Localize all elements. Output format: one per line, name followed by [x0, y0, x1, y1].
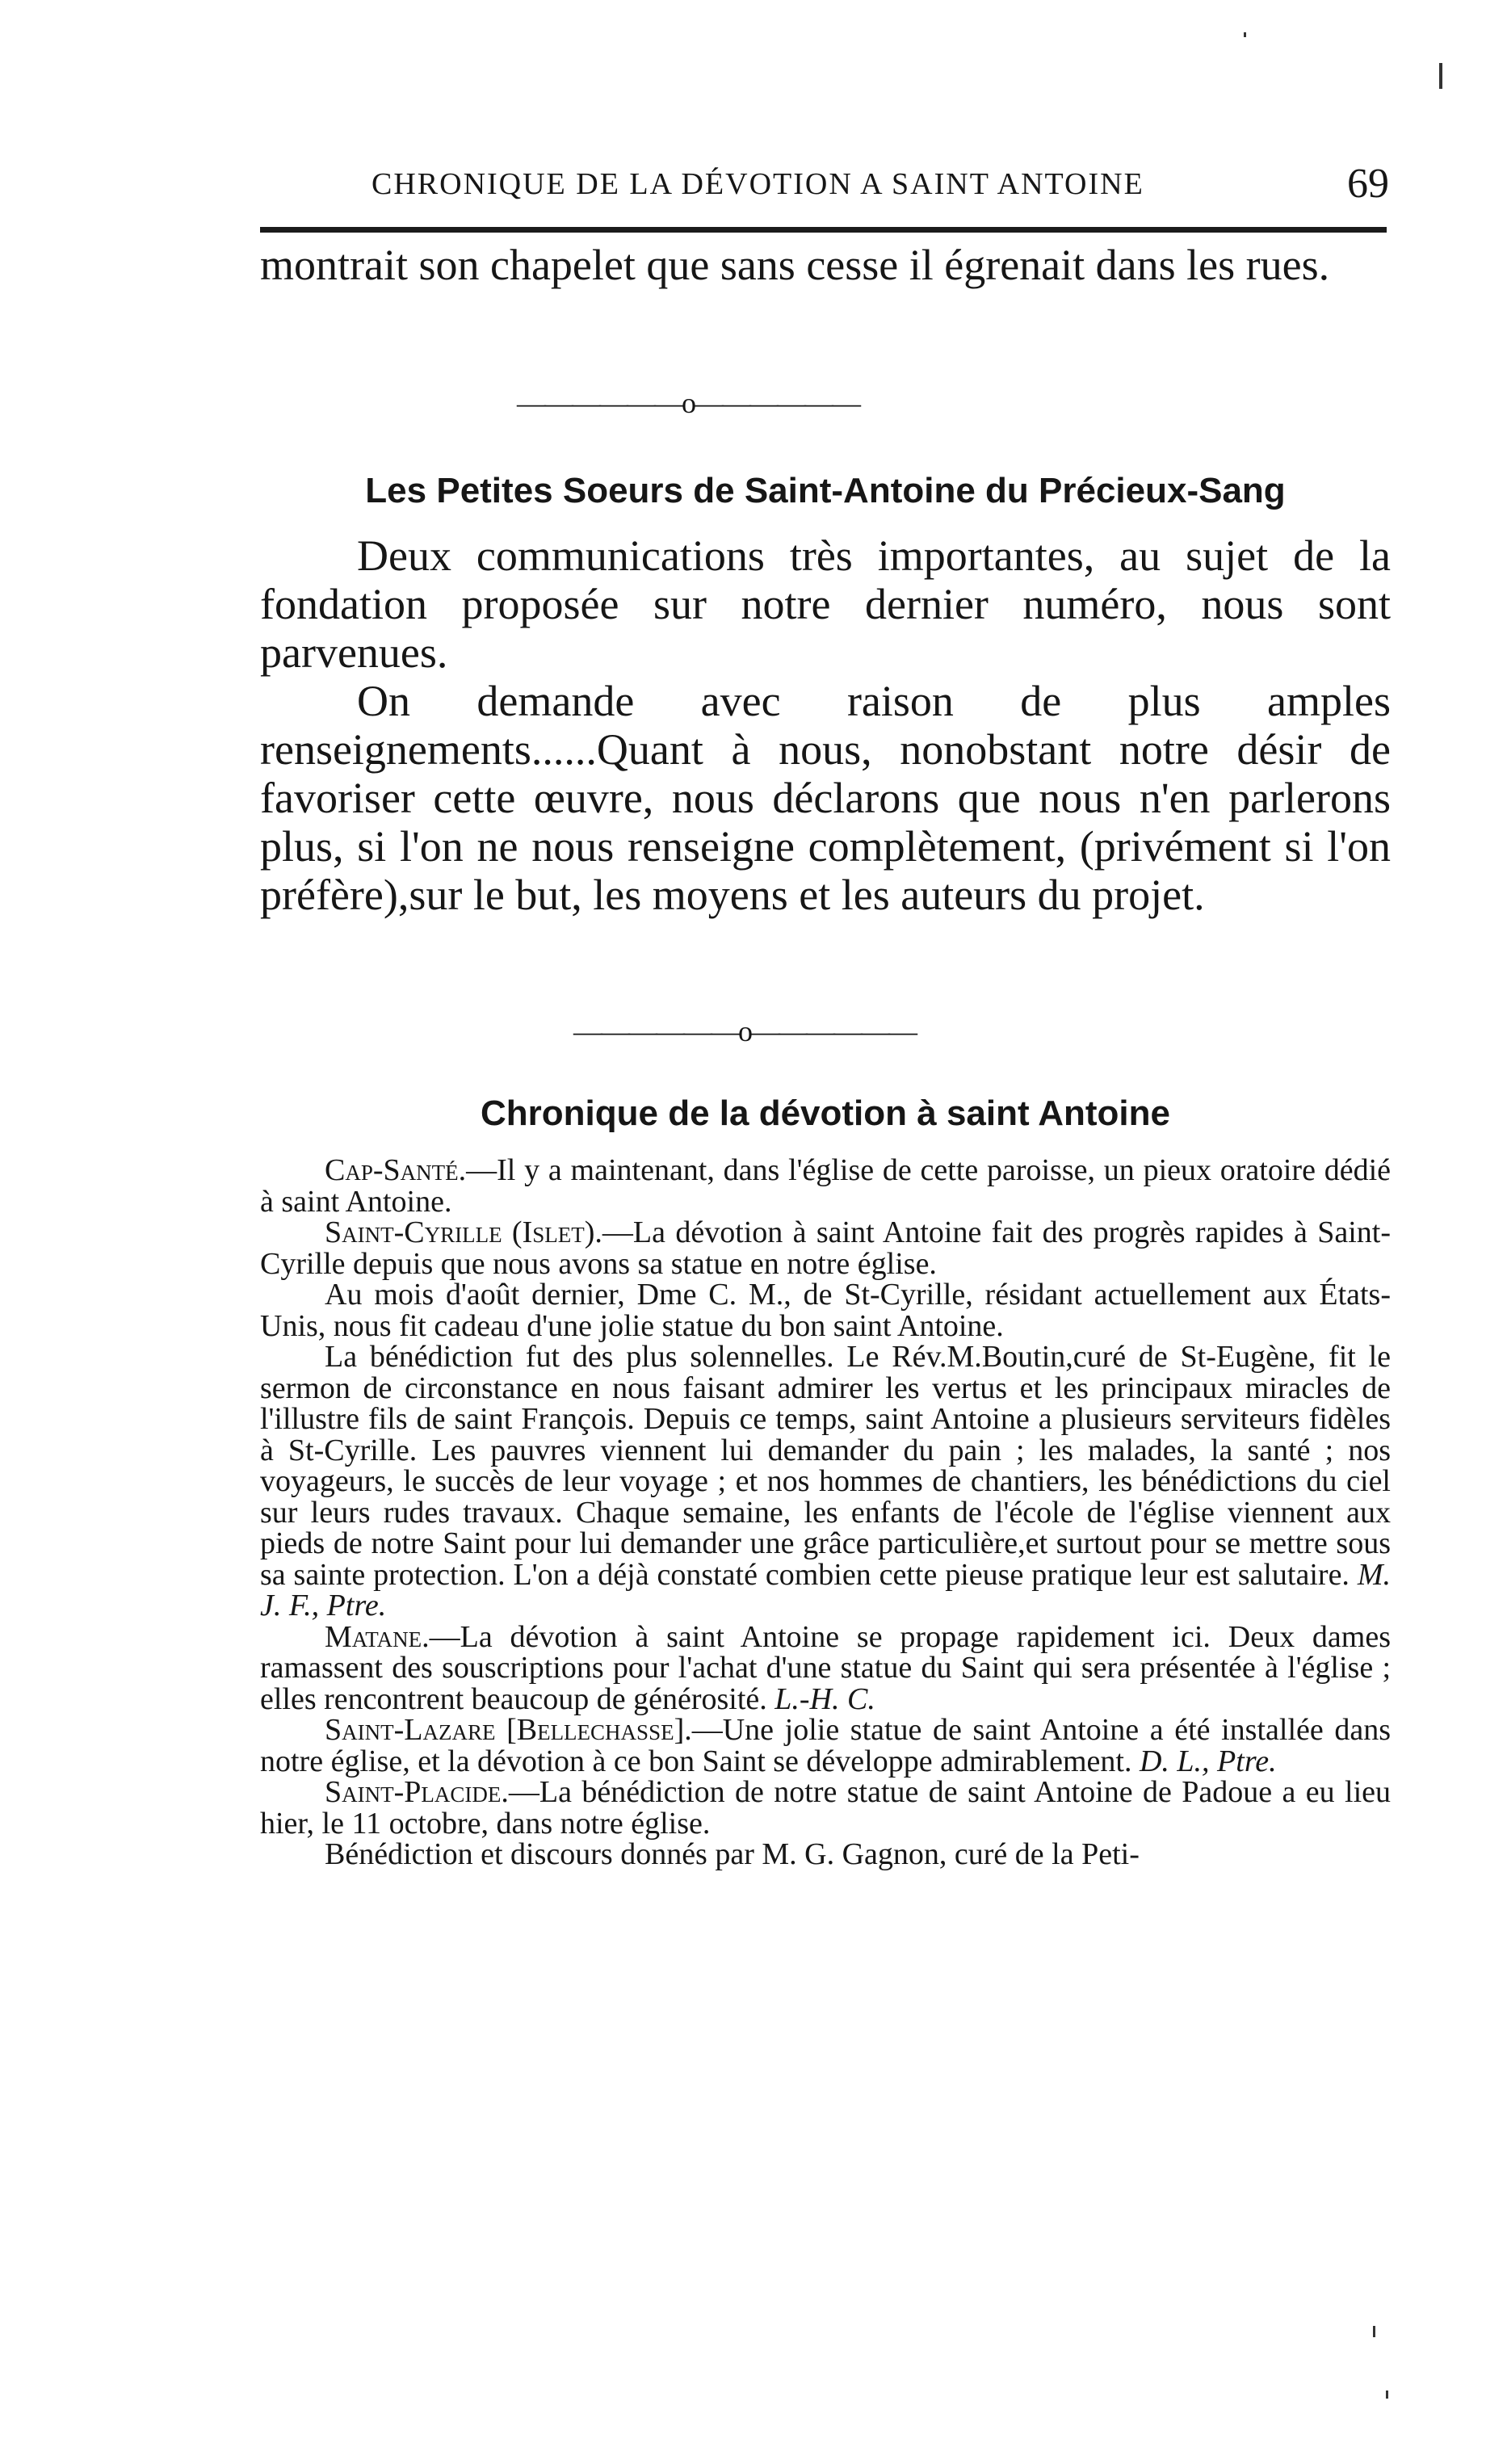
entry-saint-cyrille: Saint-Cyrille (Islet).—La dévotion à saint Antoine fait des progrès rapides à Saint-Cyrille depuis que nous avons sa statue en notre église.	[260, 1215, 1391, 1281]
scan-speck	[1439, 63, 1442, 89]
paragraph: On demande avec raison de plus amples renseignements......Quant à nous, nonobstant notre désir de favoriser cette œuvre, nous déclarons que nous n'en parlerons plus, si l'on ne nous renseigne complètement, (privément si l'on préfère),sur le but, les moyens et les auteurs du projet.	[260, 677, 1391, 919]
continuation-text: montrait son chapelet que sans cesse il égrenait dans les rues.	[260, 241, 1330, 289]
signature: M. J. F., Ptre.	[260, 1557, 1391, 1622]
continuation-paragraph	[260, 241, 1391, 289]
signature: L.-H. C.	[774, 1681, 875, 1716]
section-petites-soeurs-body	[260, 531, 1391, 919]
page-number: 69	[1347, 161, 1389, 207]
entry-saint-lazare: Saint-Lazare [Bellechasse].—Une jolie statue de saint Antoine a été installée dans notre église, et la dévotion à ce bon Saint se développe admirablement. D. L., Ptre.	[260, 1713, 1391, 1778]
signature: D. L., Ptre.	[1139, 1744, 1277, 1778]
entry-benediction: Bénédiction et discours donnés par M. G. Gagnon, curé de la Peti-	[325, 1837, 1140, 1871]
section-heading-chronique: Chronique de la dévotion à saint Antoine	[481, 1093, 1170, 1133]
scan-speck	[1373, 2326, 1375, 2337]
header-rule	[260, 227, 1387, 233]
entry-matane: Matane.—La dévotion à saint Antoine se propage rapidement ici. Deux dames ramassent des souscriptions pour l'achat d'une statue du Saint qui sera présentée à l'église ; elles rencontrent beaucoup de générosité. L.-H. C.	[260, 1619, 1391, 1716]
scan-speck	[1244, 32, 1246, 37]
chronique-entries	[260, 1155, 1391, 1870]
entry-saint-placide: Saint-Placide.—La bénédiction de notre statue de saint Antoine de Padoue a eu lieu hier, le 11 octobre, dans notre église.	[260, 1775, 1391, 1841]
entry-saint-cyrille-gift: Au mois d'août dernier, Dme C. M., de St-Cyrille, résidant actuellement aux États-Unis, nous fit cadeau d'une jolie statue du bon saint Antoine.	[260, 1278, 1391, 1343]
entry-saint-cyrille-blessing: La bénédiction fut des plus solennelles. Le Rév.M.Boutin,curé de St-Eugène, fit le sermon de circonstance en nous faisant admirer les vertus et les principaux miracles de l'illustre fils de saint François. Depuis ce temps, saint Antoine a plusieurs serviteurs fidèles à St-Cyrille. Les pauvres viennent lui demander du pain ; les malades, la santé ; nos voyageurs, le succès de leur voyage ; et nos hommes de chantiers, les bénédictions du ciel sur leurs rudes travaux. Chaque semaine, les enfants de l'école de l'église viennent aux pieds de notre Saint pour lui demander une grâce particulière,et surtout pour se mettre sous sa sainte protection. L'on a déjà constaté combien cette pieuse pratique leur est salutaire. M. J. F., Ptre.	[260, 1340, 1391, 1622]
separator-2: ——————o——————	[573, 1015, 916, 1047]
paragraph: Deux communications très importantes, au sujet de la fondation proposée sur notre dernier numéro, nous sont parvenues.	[260, 531, 1391, 677]
entry-cap-sante: Cap-Santé.—Il y a maintenant, dans l'église de cette paroisse, un pieux oratoire dédié à saint Antoine.	[260, 1153, 1391, 1219]
section-heading-petites-soeurs: Les Petites Soeurs de Saint-Antoine du Précieux-Sang	[365, 471, 1286, 510]
running-title: CHRONIQUE DE LA DÉVOTION A SAINT ANTOINE	[372, 167, 1144, 201]
separator-1: ——————o——————	[517, 387, 859, 419]
running-header	[372, 160, 1389, 212]
scan-speck	[1386, 2391, 1388, 2399]
